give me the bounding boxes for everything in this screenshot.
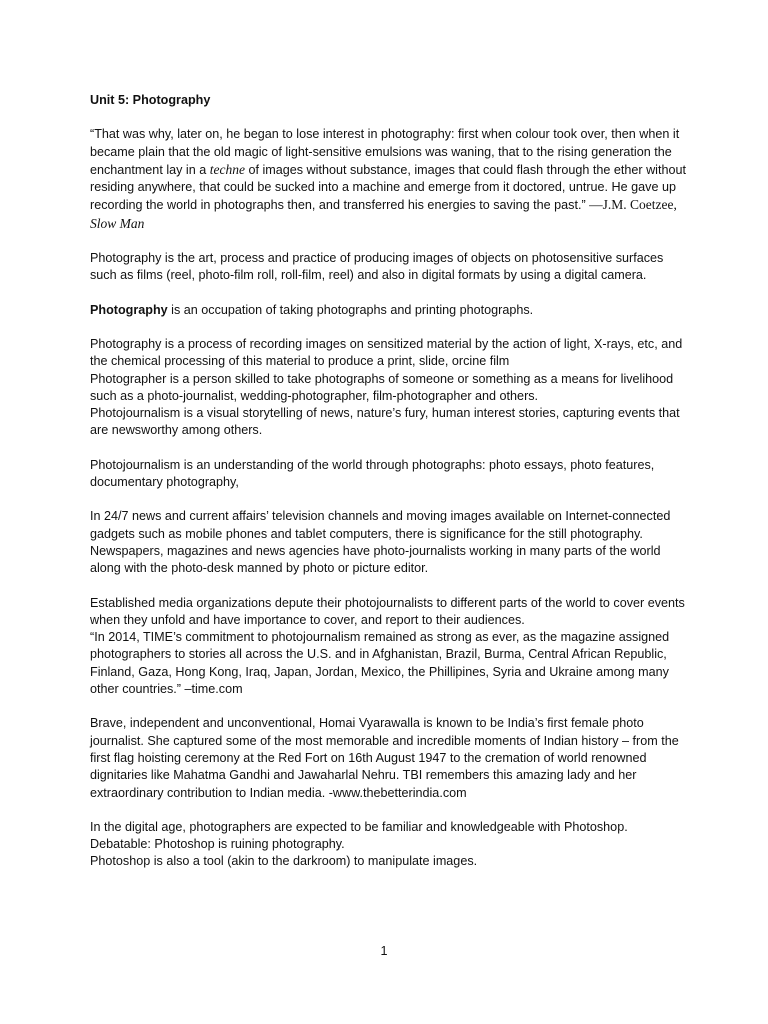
paragraph-newspapers: Newspapers, magazines and news agencies have photo-journalists working in many parts of the world along with the photo-desk manned by photo or picture editor. (90, 543, 661, 576)
paragraph-photojournalism-understanding: Photojournalism is an understanding of the world through photographs: photo essays, photo features, documentary photography, (90, 457, 655, 490)
paragraph-digital-age: In the digital age, photographers are expected to be familiar and knowledgeable with Photoshop. (90, 819, 628, 834)
occupation-text: is an occupation of taking photographs and printing photographs. (167, 302, 534, 317)
bold-term-photography: Photography (90, 302, 168, 317)
paragraph-debatable: Debatable: Photoshop is ruining photography. (90, 837, 345, 852)
page-number: 1 (380, 944, 388, 958)
paragraph-photojournalism-storytelling: Photojournalism is a visual storytelling of news, nature’s fury, human interest stories, capturing events that are newsworthy among others. (90, 406, 680, 438)
paragraph-definition-art: Photography is the art, process and practice of producing images of objects on photosensitive surfaces such as films (reel, photo-film roll, roll-film, reel) and also in digital formats by using a digital camera. (90, 251, 664, 283)
paragraph-definition-process: Photography is a process of recording images on sensitized material by the action of light, X-rays, etc, and the chemical processing of this material to produce a print, slide, orcine film (90, 336, 683, 369)
paragraph-photographer: Photographer is a person skilled to take photographs of someone or something as a means for livelihood such as a photo-journalist, wedding-photographer, film-photographer and others. (90, 371, 674, 403)
paragraph-homai-vyarawalla: Brave, independent and unconventional, Homai Vyarawalla is known to be India’s first female photo journalist. She captured some of the most memorable and incredible moments of Indian history – from the first flag hoisting ceremony at the Red Fort on 16th August 1947 to the cremation of world renowned dignitaries like Mahatma Gandhi and Jawaharlal Nehru. TBI remembers this amazing lady and her extraordinary contribution to Indian media. -www.thebetterindia.com (90, 716, 679, 800)
paragraph-definition-occupation (90, 302, 690, 319)
quote-text-part-2: of images without substance, images that could flash through the ether without residing anywhere, that could be sucked into a machine and emerge from it doctored, untrue. He gave up recording the world in photographs then, and transferred his energies to saving the past.” (90, 162, 686, 213)
paragraph-photoshop-tool: Photoshop is also a tool (akin to the darkroom) to manipulate images. (90, 854, 478, 869)
quote-text-part-1: “That was why, later on, he began to lose interest in photography: first when colour took over, then when it became plain that the old magic of light-sensitive emulsions was waning, that to the rising generation the enchantment lay in a (90, 127, 680, 177)
coetzee-quote (90, 126, 690, 233)
quote-book-title: Slow Man (90, 215, 145, 231)
paragraph-time-quote: “In 2014, TIME’s commitment to photojournalism remained as strong as ever, as the magazine assigned photographers to stories all across the U.S. and in Afghanistan, Brazil, Burma, Central African Republic, Finland, Gaza, Hong Kong, Iraq, Japan, Jordan, Mexico, the Phillipines, Syria and Ukraine among many other countries.” –time.com (90, 630, 670, 697)
paragraph-news-channels: In 24/7 news and current affairs’ television channels and moving images available on Internet-connected gadgets such as mobile phones and tablet computers, there is significance for the still photography. (90, 509, 671, 541)
paragraph-media-organizations: Established media organizations depute their photojournalists to different parts of the world to cover events when they unfold and have importance to cover, and report to their audiences. (90, 595, 685, 627)
unit-heading: Unit 5: Photography (90, 93, 211, 107)
quote-techne-word: techne (209, 161, 245, 177)
document-body (90, 92, 690, 871)
quote-attribution: —J.M. Coetzee, (589, 197, 677, 213)
